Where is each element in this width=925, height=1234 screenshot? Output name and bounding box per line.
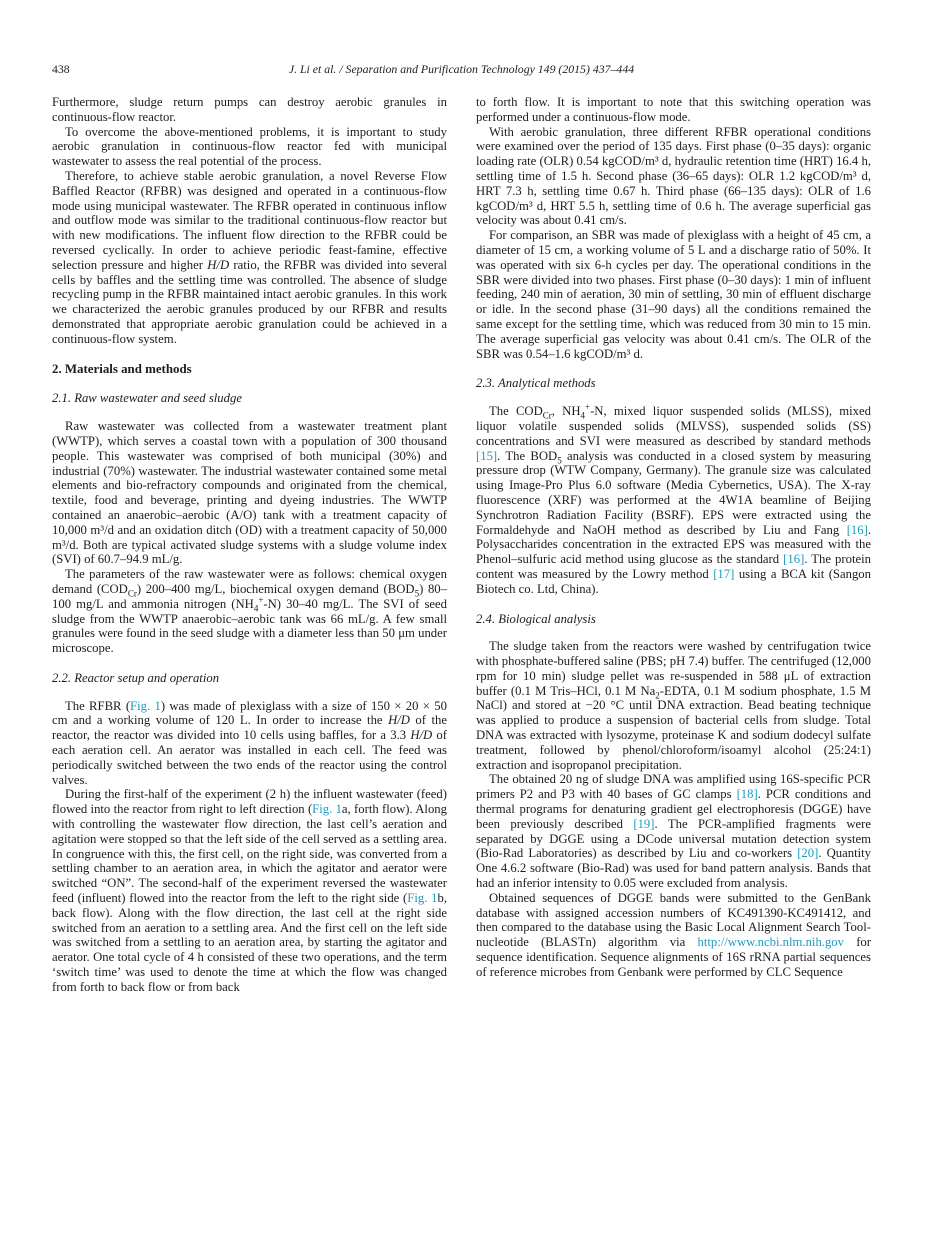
text-run: analysis was conducted in a closed system by measuring pressure drop (WTW Company, Germany). The granule size was calculated using Image-Pro Plus 6.0 software (Media Cybernetics, USA). The X-ray fluorescence (XRF) was performed at the 4W1A beamline of Beijing Synchrotron Radiation Facility (BSRF). EPS were extracted using the Formaldehyde and NaOH method as described by Liu and Fang xyxy=(476,448,871,537)
subsection-heading: 2.1. Raw wastewater and seed sludge xyxy=(52,391,242,406)
text-run: Therefore, to achieve stable aerobic granulation, a novel Reverse Flow Baffled Reactor (RFBR) was designed and operated in a continuous-flow mode using municipal wastewater. The RFBR operated in continuous inflow and outflow mode was similar to the traditional continuous-flow reactor but with new modifications. The influent flow direction to the RFBR could be reversed cyclically. In order to achieve periodic feast-famine, effective selection pressure and higher xyxy=(52,168,447,272)
paragraph xyxy=(52,699,447,788)
running-head: J. Li et al. / Separation and Purification Technology 149 (2015) 437–444 xyxy=(288,62,635,76)
text-run: The RFBR ( xyxy=(65,698,131,713)
text-run: a, forth flow). Along with controlling the wastewater flow direction, the last cell’s aeration and agitation were stopped so that the left side of the cell served as a settling area. In congruence with this, the first cell, on the right side, was converted from a settling chamber to an aeration area, in which the agitator and aerator were switched “ON”. The second-half of the experiment reversed the wastewater feed (influent) flowed into the reactor from the left to the right side ( xyxy=(52,802,447,906)
paragraph xyxy=(476,125,871,229)
text-run: to forth flow. It is important to note that this switching operation was performed under a continuous-flow mode. xyxy=(476,95,871,124)
text-run: of each aeration cell. An aerator was installed in each cell. The feed was periodically switched between the two ends of the reactor using the control valves. xyxy=(52,728,447,787)
paragraph xyxy=(476,891,871,980)
text-run: The sludge taken from the reactors were washed by centrifugation twice with phosphate-buffered saline (PBS; pH 7.4) buffer. The centrifuged (12,000 rpm for 10 min) sludge pellet was re-suspended in 588 μL of extraction buffer (0.1 M Tris–HCl, 0.1 M Na xyxy=(476,639,871,698)
left-column xyxy=(52,95,447,995)
text-run: ) 200–400 mg/L, biochemical oxygen demand (BOD xyxy=(136,581,415,596)
subscript: 4 xyxy=(253,603,259,614)
italic-variable: H/D xyxy=(410,728,433,743)
citation-link[interactable]: [20] xyxy=(797,846,819,861)
paragraph xyxy=(52,169,447,347)
citation-link[interactable]: [18] xyxy=(736,787,758,802)
text-run: To overcome the above-mentioned problems, it is important to study aerobic granulation in continuous-flow reactor fed with municipal wastewater to assess the real potential of the process. xyxy=(52,124,447,169)
figure-link[interactable]: Fig. 1 xyxy=(407,891,438,906)
subscript: Cr xyxy=(542,410,552,421)
subsection-heading: 2.2. Reactor setup and operation xyxy=(52,670,220,685)
paragraph xyxy=(52,419,447,567)
text-run: -N) 30–40 mg/L. The SVI of seed sludge from the WWTP anaerobic–aerobic tank was 66 mL/g. A few small granules were found in the seed sludge with a diameter less than 50 μm under microscope. xyxy=(52,596,447,656)
subscript: 5 xyxy=(414,588,420,599)
text-run: ratio, the RFBR was divided into several cells by baffles and the settling time was controlled. The absence of sludge recycling pump in the RFBR maintained intact aerobic granules. In this work we characterized the aerobic granules produced by our RFBR and results demonstrated that appropriate aerobic granulation could be achieved in a continuous-flow system. xyxy=(52,257,447,346)
text-run: The parameters of the raw wastewater were as follows: chemical oxygen demand (COD xyxy=(52,567,447,596)
text-run: -N, mixed liquor suspended solids (MLSS), mixed liquor volatile suspended solids (MLVSS), suspended solids (SS) concentrations and SVI were measured as described by standard methods xyxy=(476,404,871,448)
page-header xyxy=(52,62,871,76)
figure-link[interactable]: Fig. 1 xyxy=(312,802,342,817)
text-run: ) 80–100 mg/L and ammonia nitrogen (NH xyxy=(52,581,447,611)
right-column xyxy=(476,95,871,995)
citation-link[interactable]: [19] xyxy=(633,816,655,831)
text-run: With aerobic granulation, three different RFBR operational conditions were examined over the period of 135 days. First phase (0–35 days): organic loading rate (OLR) 0.54 kgCOD/m³ d, hydraulic retention time (HRT) 16.4 h, settling time of 1.5 h. Second phase (36–65 days): OLR 1.2 kgCOD/m³ d, HRT 7.3 h, settling time 0.67 h. Third phase (66–135 days): OLR of 1.6 kgCOD/m³ d, HRT 5.5 h, settling time of 0.6 h. The average superficial gas velocity was about 0.41 cm/s. xyxy=(476,124,871,228)
figure-link[interactable]: Fig. 1 xyxy=(130,698,161,713)
text-run: Raw wastewater was collected from a wastewater treatment plant (WWTP), which serves a coastal town with a population of 300 thousand people. This wastewater was comprised of both municipal (30%) and industrial (70%) wastewater. The industrial wastewater contained some metal elements and bio-refractory compounds and originated from the chemical, textile, food and beverage, printing and dyeing industries. The WWTP contained an anaerobic–aerobic (A/O) tank with a treatment capacity of 10,000 m³/d and an oxidation ditch (OD) with a treatment capacity of 50,000 m³/d. Both are typical activated sludge systems with a sludge volume index (SVI) of 60.7–94.9 mL/g. xyxy=(52,419,447,567)
citation-link[interactable]: [16] xyxy=(846,522,868,537)
paragraph xyxy=(476,228,871,361)
text-run: Furthermore, sludge return pumps can destroy aerobic granules in continuous-flow reactor. xyxy=(52,95,447,124)
text-run: b, back flow). Along with the flow direction, the last cell at the right side switched from an aeration to a settling area. And the first cell on the left side was switched from a settling to an aeration area, by starting the agitator and aerator. One total cycle of 4 h consisted of these two operations, and the term ‘switch time’ was used to denote the time at which the flow was changed from forth to back flow or from back xyxy=(52,891,447,994)
url-link[interactable]: http://www.ncbi.nlm.nih.gov xyxy=(697,935,844,950)
text-run: . The PCR-amplified fragments were separated by DGGE using a DCode universal mutation detection system (Bio-Rad Laboratories) as described by Liu and co-workers xyxy=(476,816,871,861)
article-body xyxy=(52,95,871,995)
italic-variable: H/D xyxy=(207,257,230,272)
paragraph xyxy=(52,125,447,169)
text-run: . The BOD xyxy=(497,448,558,463)
text-run: . The protein content was measured by the Lowry method xyxy=(476,552,871,581)
text-run: , NH xyxy=(551,404,581,419)
text-run: for sequence identification. Sequence alignments of 16S rRNA partial sequences of reference microbes from Genbank were performed by CLC Sequence xyxy=(476,935,872,979)
text-run: -EDTA, 0.1 M sodium phosphate, 1.5 M NaCl) and stored at −20 °C until DNA extraction. Bead beating technique was applied to produce a suspension of bacterial cells from sludge. Total DNA was extracted with lysozyme, proteinase K and sodium dodecyl sulfate treatment, followed by phenol/chloroform/isoamyl alcohol (25:24:1) extraction and isopropanol precipitation. xyxy=(476,683,871,772)
paragraph xyxy=(52,787,447,994)
text-run: For comparison, an SBR was made of plexiglass with a height of 45 cm, a diameter of 15 cm, a working volume of 5 L and a discharge ratio of 50%. It was operated with six 6-h cycles per day. The operational conditions in the SBR were divided into two phases. First phase (0–30 days): 1 min of influent feeding, 240 min of aeration, 30 min of settling, 30 min of effluent discharge or idle. In the second phase (31–90 days) all the conditions remained the same except for the settling time, which was reduced from 30 min to 15 min. The average superficial gas velocity was about 0.41 cm/s. The OLR of the SBR was 0.54–1.6 kgCOD/m³ d. xyxy=(476,228,871,361)
text-run: The COD xyxy=(489,404,543,419)
citation-link[interactable]: [15] xyxy=(476,448,498,463)
page-number: 438 xyxy=(52,62,70,76)
section-heading: 2. Materials and methods xyxy=(52,361,192,376)
text-run: The obtained 20 ng of sludge DNA was amplified using 16S-specific PCR primers P2 and P3 with 40 bases of GC clamps xyxy=(476,772,871,802)
subscript: 2 xyxy=(655,690,660,701)
citation-link[interactable]: [16] xyxy=(783,552,805,567)
paragraph xyxy=(476,772,871,890)
subsection-heading: 2.4. Biological analysis xyxy=(476,611,596,626)
paragraph xyxy=(52,95,447,125)
citation-link[interactable]: [17] xyxy=(713,566,735,581)
subscript: 4 xyxy=(580,410,585,421)
subscript: 5 xyxy=(557,455,562,466)
text-run: Obtained sequences of DGGE bands were submitted to the GenBank database with assigned accession numbers of KC491390-KC491412, and then compared to the database using the Basic Local Alignment Search Tool-nucleotide (BLASTn) algorithm via xyxy=(476,890,871,950)
paragraph xyxy=(476,639,871,772)
text-run: . PCR conditions and thermal programs for denaturing gradient gel electrophoresis (DGGE) have been previously described xyxy=(476,787,872,831)
text-run: ) was made of plexiglass with a size of 150 × 20 × 50 cm and a working volume of 120 L. In order to increase the xyxy=(52,698,447,728)
superscript: + xyxy=(584,401,591,412)
italic-variable: H/D xyxy=(388,713,410,728)
text-run: of the reactor, the reactor was divided into 10 cells using baffles, for a 3.3 xyxy=(52,713,447,743)
subsection-heading: 2.3. Analytical methods xyxy=(476,376,596,391)
text-run: During the first-half of the experiment (2 h) the influent wastewater (feed) flowed into the reactor from right to left direction ( xyxy=(52,787,447,817)
superscript: + xyxy=(258,594,264,605)
paragraph xyxy=(476,95,871,125)
text-run: . Quantity One 4.6.2 software (Bio-Rad) was used for band pattern analysis. Bands that had an inferior intensity to 0.05 were excluded from analysis. xyxy=(476,846,871,891)
subscript: Cr xyxy=(127,588,137,599)
text-run: . Polysaccharides concentration in the extracted EPS was measured with the Phenol–sulfuric acid method using glucose as the standard xyxy=(476,522,871,567)
paragraph xyxy=(476,401,871,596)
text-run: using a BCA kit (Sangon Biotech co. Ltd, China). xyxy=(476,566,871,596)
paragraph xyxy=(52,567,447,656)
